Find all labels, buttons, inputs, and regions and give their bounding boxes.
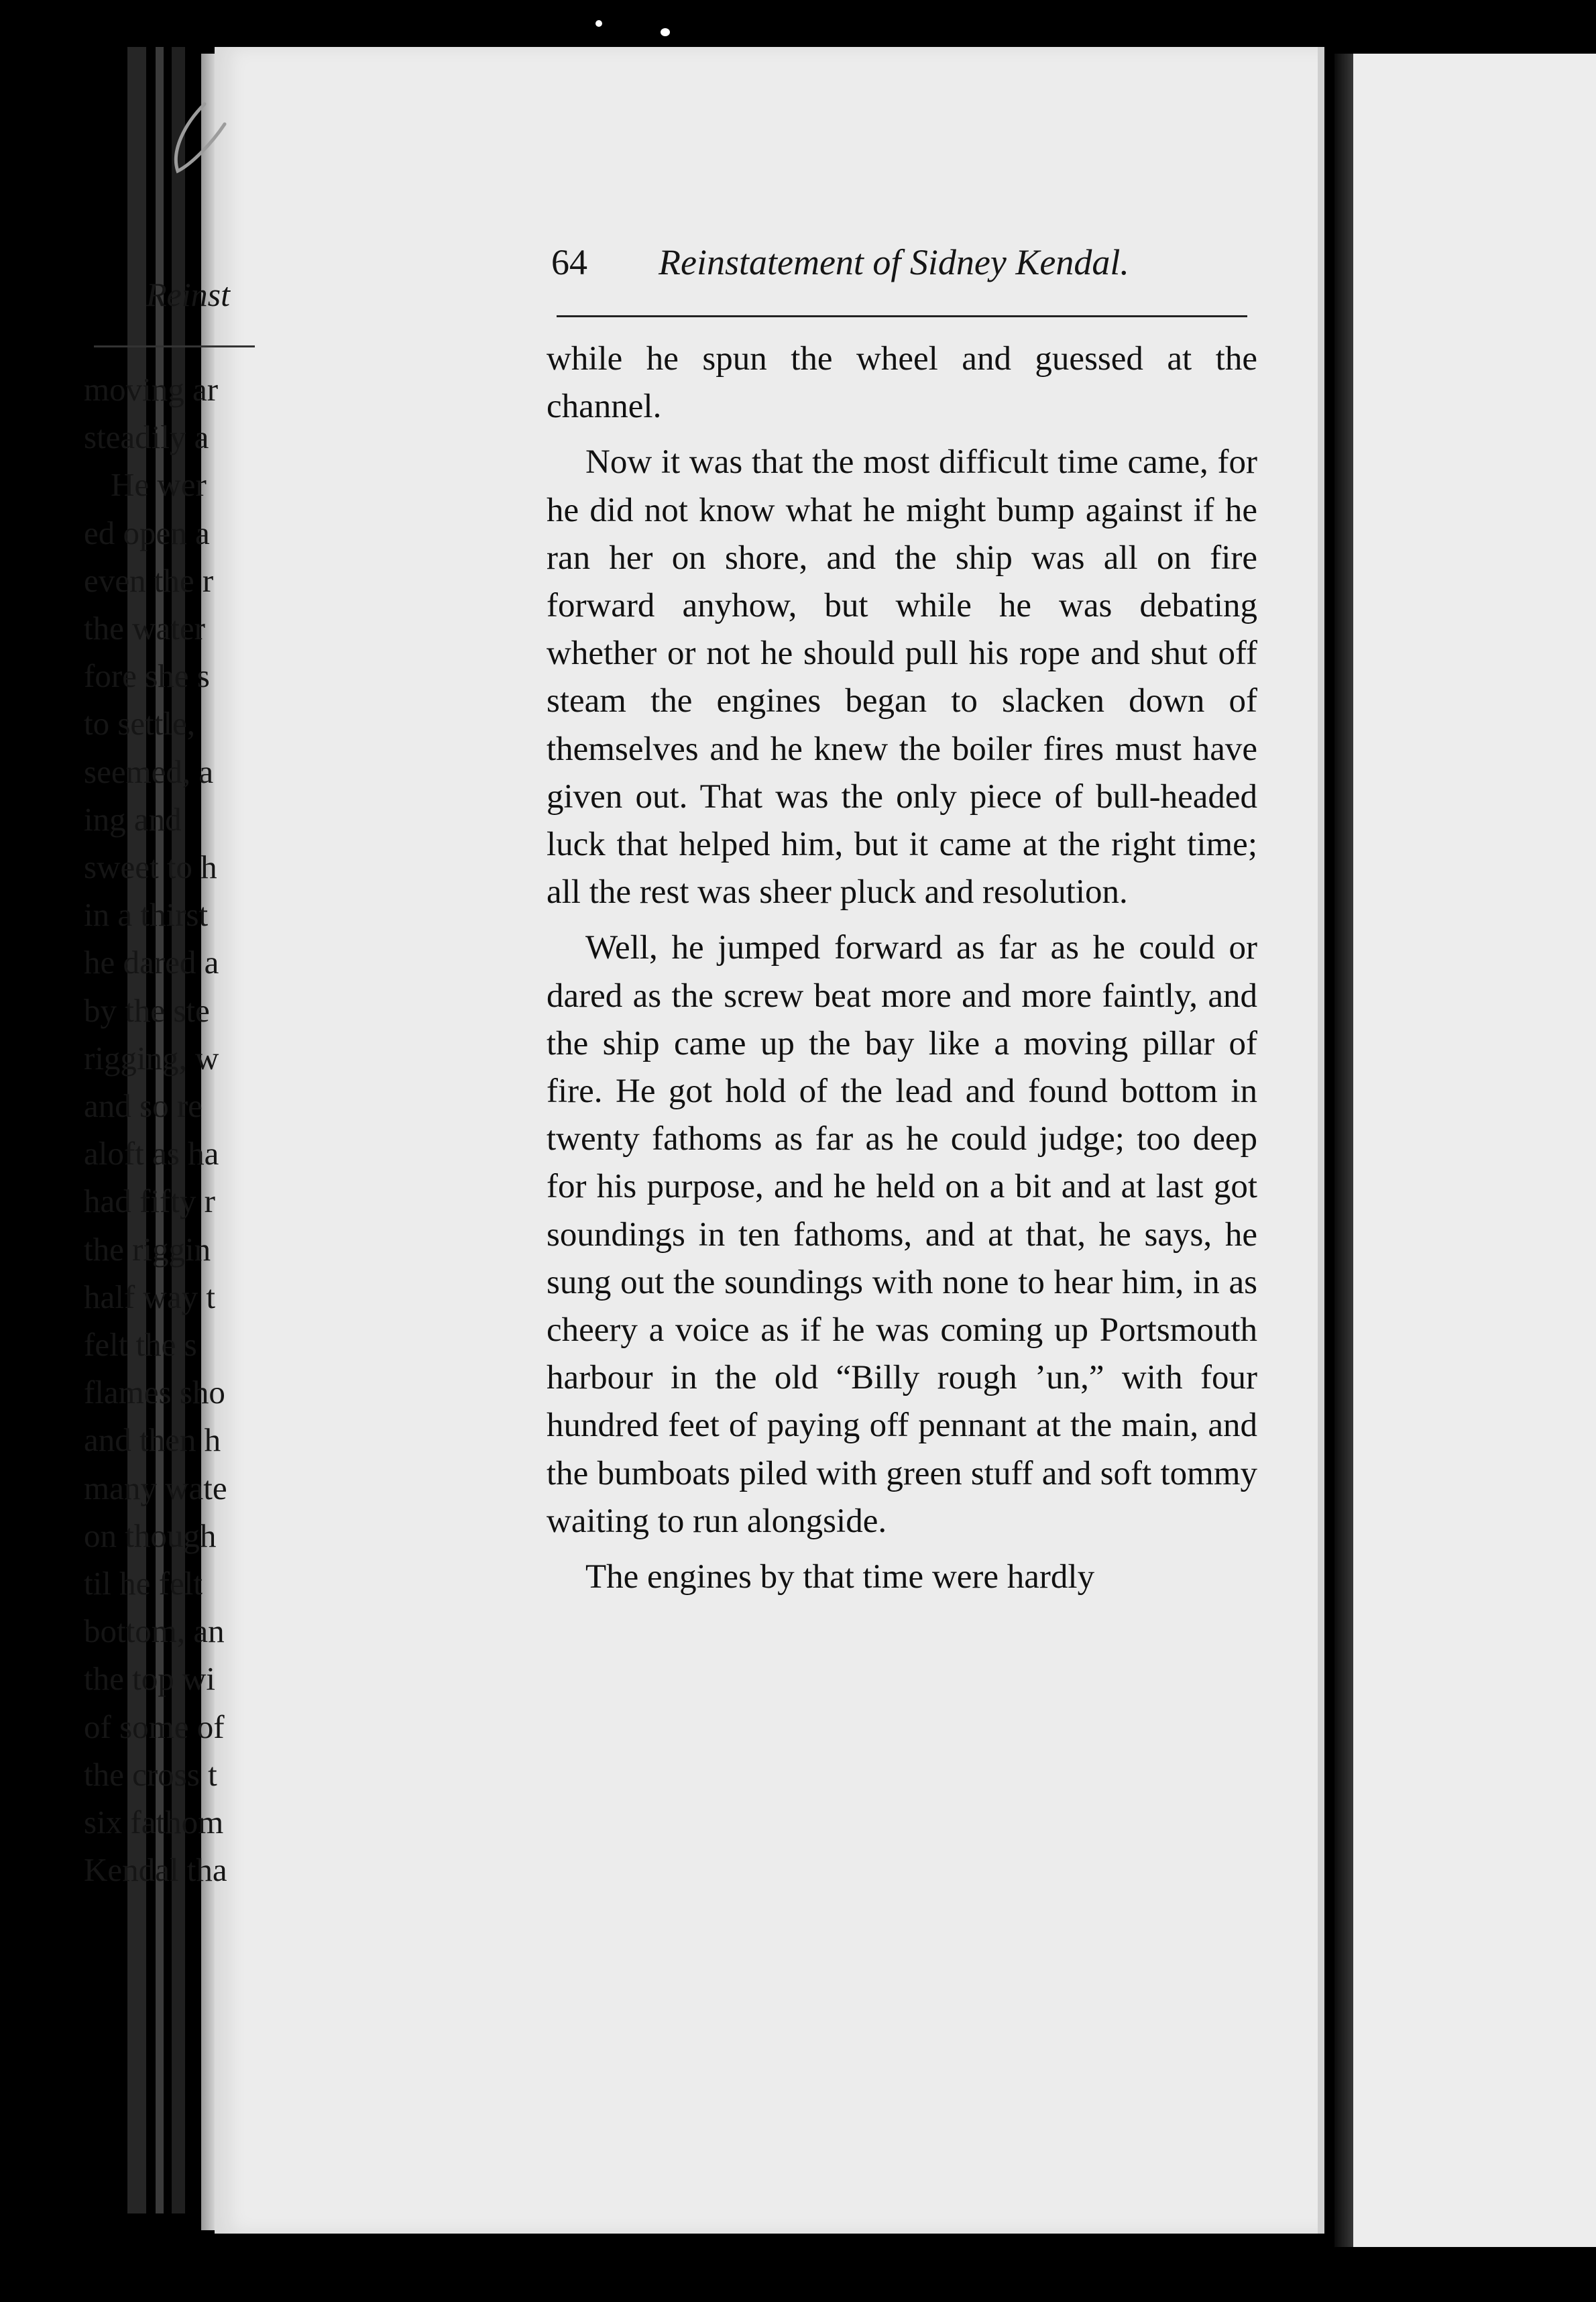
right-page-text xyxy=(84,366,227,1894)
right-page xyxy=(1353,54,1596,2247)
right-page-line: flames sho xyxy=(84,1374,225,1411)
right-page-line: even the r xyxy=(84,561,214,599)
right-page-line: aloft as ha xyxy=(84,1135,219,1172)
page-number: 64 xyxy=(551,242,587,282)
paragraph: Well, he jumped forward as far as he could or dared as the screw beat more and more faintly, and the ship came up the bay like a moving pillar of fire. He got hold of the lead and found bottom in twenty fathoms as far as he could judge; too deep for his purpose, and he held on a bit and at last got soundings in ten fathoms, and at that, he says, he sung out the soundings with none to hear him, in as cheery a voice as if he was coming up Portsmouth harbour in the old “Billy rough ’un,” with four hundred feet of paying off pennant at the main, and the bumboats piled with green stuff and soft tommy waiting to run alongside. xyxy=(547,929,1257,1540)
body-text xyxy=(547,335,1257,1609)
right-page-line: six fathom xyxy=(84,1804,224,1841)
right-page-line: had fifty r xyxy=(84,1183,215,1220)
speck xyxy=(661,28,670,36)
paragraph: Now it was that the most difficult time came, for he did not know what he might bump against if he ran her on shore, and the ship was all on fire forward anyhow, but while he was debating whether or not he should pull his rope and shut off steam the engines began to slacken down of themselves and he knew the boiler fires must have given out. That was the only piece of bull-headed luck that helped him, but it came at the right time; all the rest was sheer pluck and resolution. xyxy=(547,443,1257,912)
right-page-line: to settle, xyxy=(84,705,196,743)
right-page-line: moving ar xyxy=(84,371,219,408)
right-running-head: Reinst xyxy=(146,276,230,313)
right-page-line: bottom, an xyxy=(84,1612,225,1650)
right-page-line: by the ste xyxy=(84,991,210,1029)
right-page-line: in a thirst xyxy=(84,896,209,934)
right-page-line: he dared a xyxy=(84,944,219,981)
right-page-line: many wate xyxy=(84,1469,227,1506)
right-page-line: fore she s xyxy=(84,657,210,695)
paragraph: The engines by that time were hardly xyxy=(585,1558,1095,1596)
pencil-check-mark xyxy=(158,97,231,184)
right-page-line: the riggin xyxy=(84,1230,211,1268)
right-page-line: half way t xyxy=(84,1278,215,1315)
speck xyxy=(595,20,602,27)
right-page-line: and so re xyxy=(84,1087,203,1125)
right-page-line: the water xyxy=(84,610,205,647)
right-page-line: seemed, a xyxy=(84,753,214,790)
paragraph: while he spun the wheel and guessed at the channel. xyxy=(547,340,1257,426)
right-page-line: til he felt xyxy=(84,1565,203,1602)
right-page-line: steadily a xyxy=(84,419,209,456)
running-head-title: Reinstatement of Sidney Kendal. xyxy=(659,242,1129,282)
header-rule xyxy=(557,315,1247,317)
right-page-line: ing and xyxy=(84,800,182,838)
right-page-line: the top wi xyxy=(84,1660,215,1698)
right-page-line: of some of xyxy=(84,1708,225,1745)
running-head xyxy=(551,241,1249,288)
right-header-rule xyxy=(94,345,255,347)
right-page-line: on though xyxy=(84,1517,217,1554)
right-page-line: He wer xyxy=(111,466,207,504)
gutter-shadow xyxy=(1334,54,1355,2247)
right-page-line: sweet to h xyxy=(84,848,217,886)
page-fore-edge xyxy=(1318,47,1324,2234)
right-page-line: ed open a xyxy=(84,514,210,551)
right-page-line: and then h xyxy=(84,1421,221,1459)
right-page-line: the cross t xyxy=(84,1755,217,1793)
right-page-line: Kendal tha xyxy=(84,1851,227,1889)
right-page-line: felt the s xyxy=(84,1326,197,1364)
right-page-line: rigging, w xyxy=(84,1039,219,1077)
